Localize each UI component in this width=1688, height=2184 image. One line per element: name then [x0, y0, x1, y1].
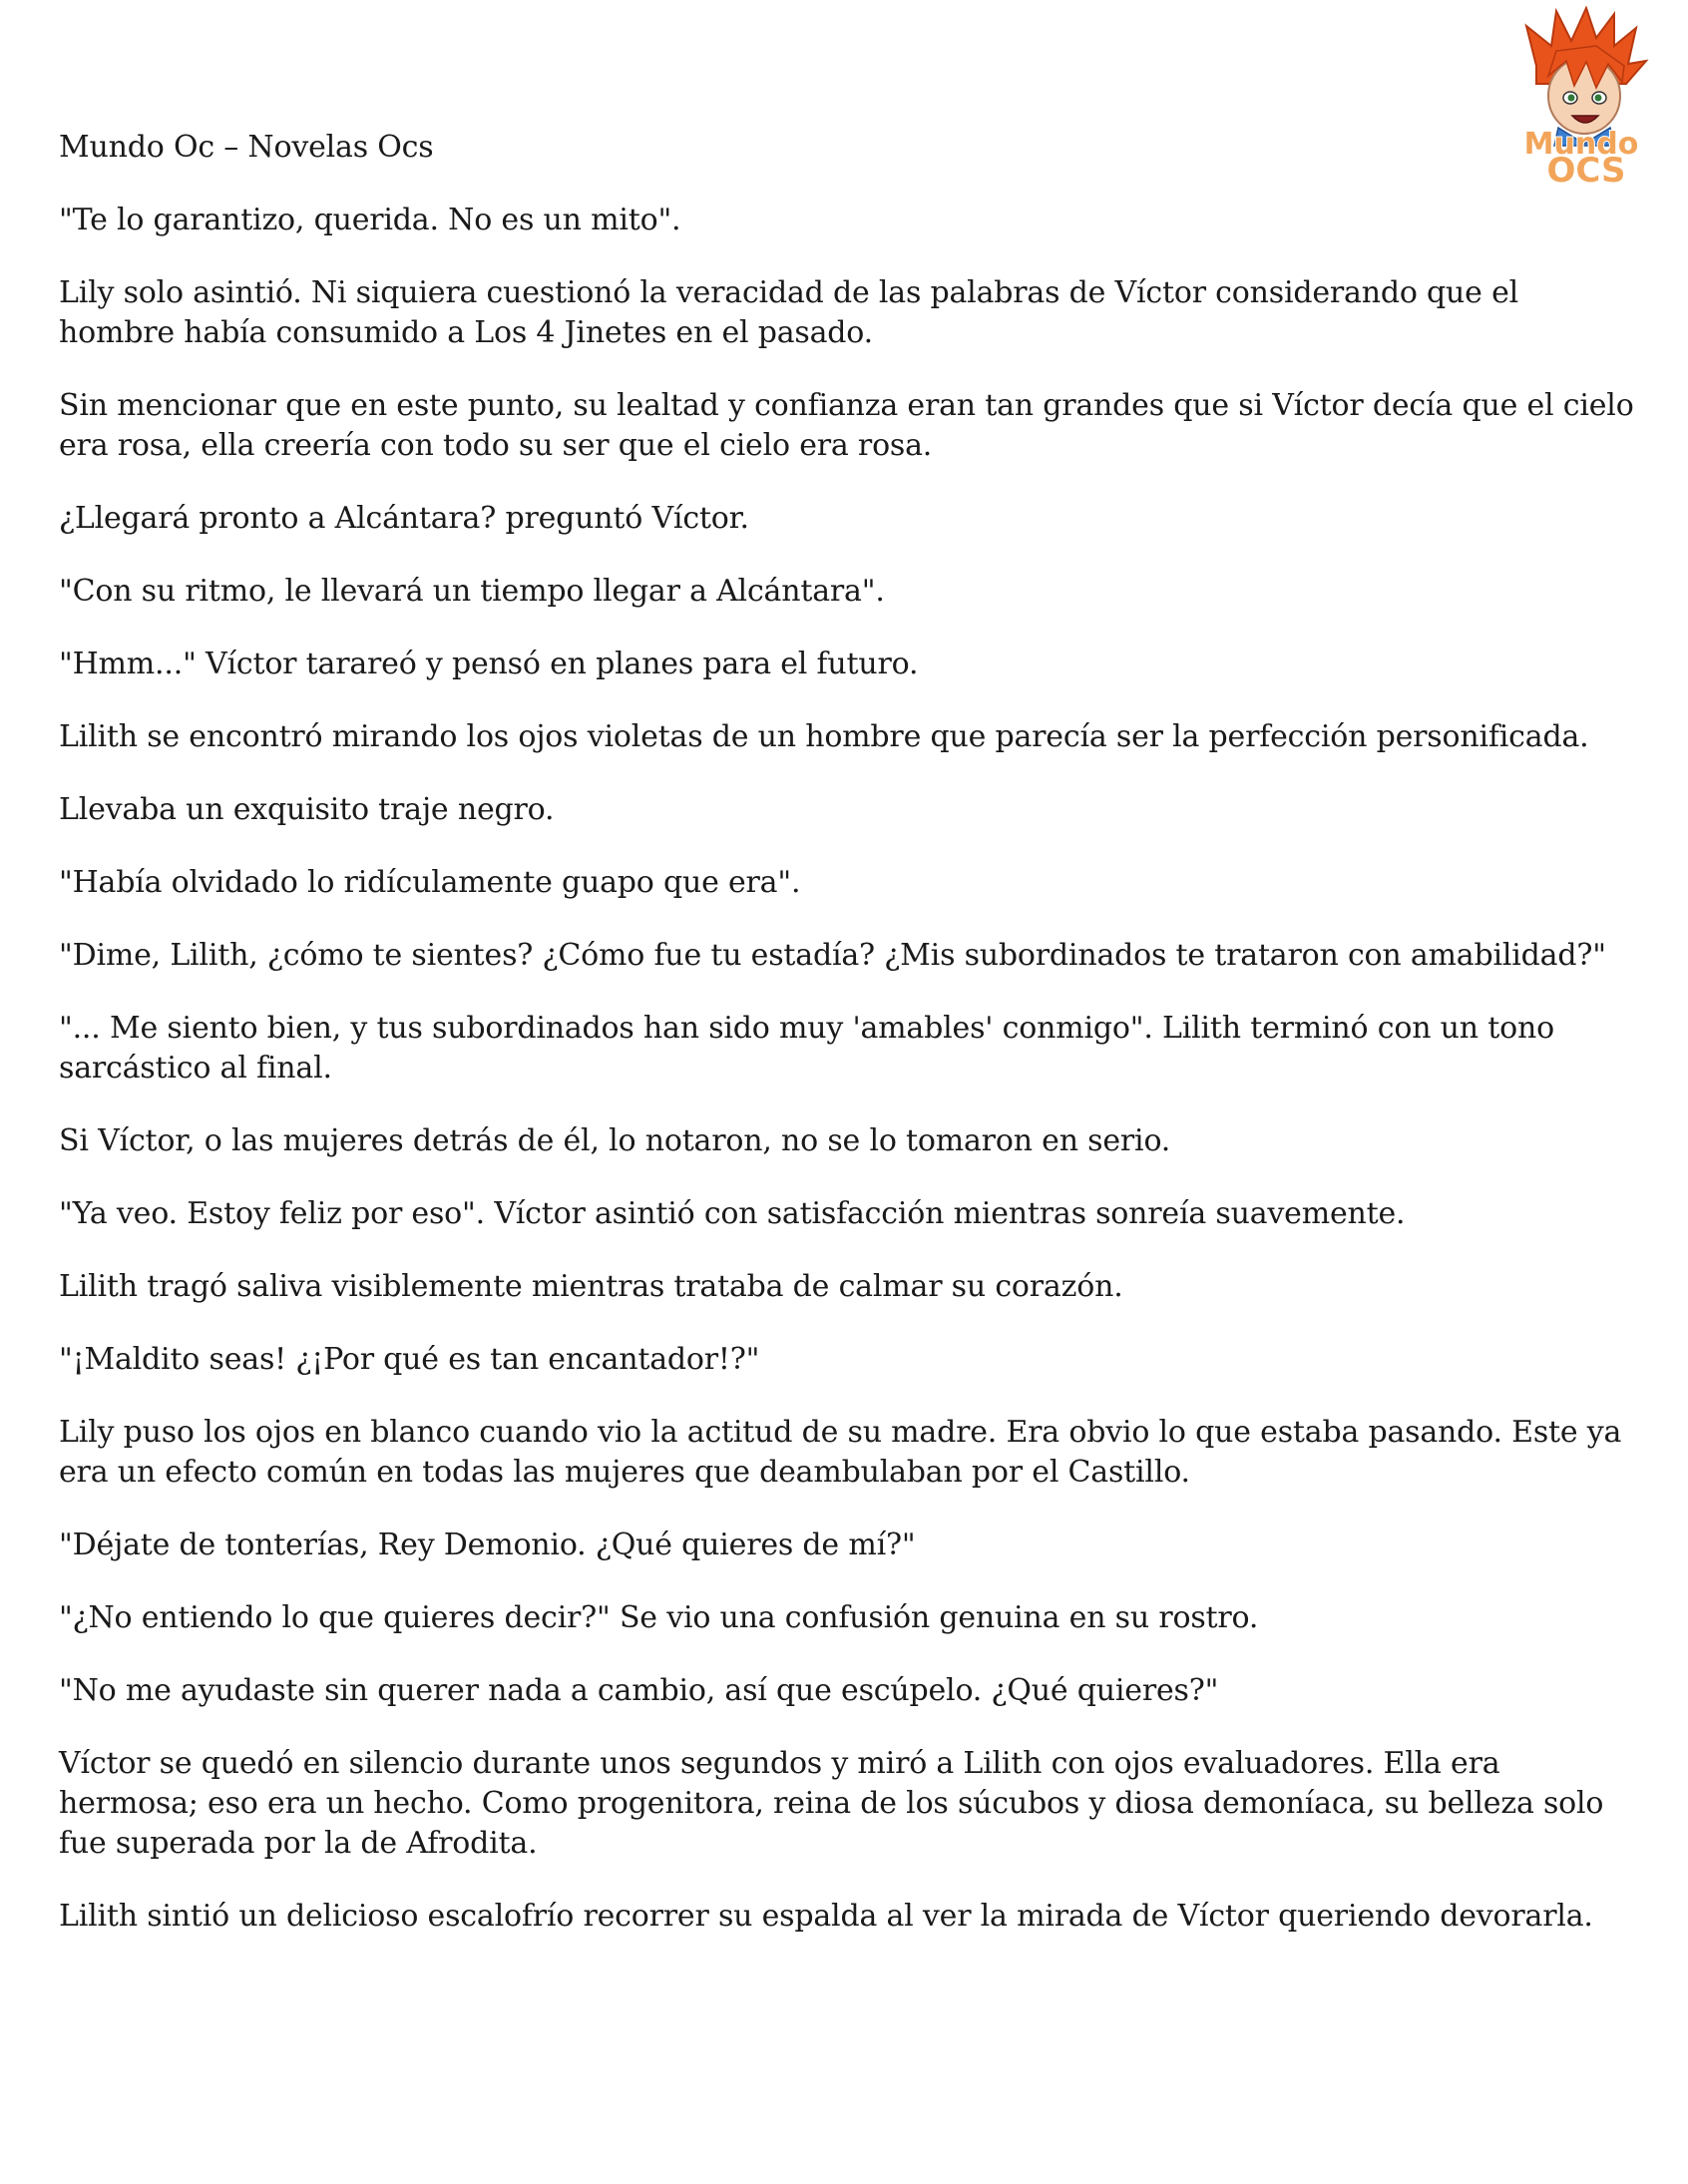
logo-text-ocs: OCS	[1546, 151, 1626, 186]
paragraph: "Hmm..." Víctor tarareó y pensó en planes para el futuro.	[59, 647, 919, 681]
paragraph: Sin mencionar que en este punto, su lealtad y confianza eran tan grandes que si Víctor decía que el cielo era rosa, ella creería con todo su ser que el cielo era rosa.	[59, 388, 1634, 463]
paragraph: "¡Maldito seas! ¿¡Por qué es tan encantador!?"	[59, 1342, 760, 1377]
document-body	[59, 128, 1635, 1969]
paragraph: "Déjate de tonterías, Rey Demonio. ¿Qué quieres de mí?"	[59, 1528, 916, 1562]
paragraph: "Con su ritmo, le llevará un tiempo llegar a Alcántara".	[59, 574, 885, 609]
paragraph: "¿No entiendo lo que quieres decir?" Se vio una confusión genuina en su rostro.	[59, 1600, 1259, 1635]
document-header: Mundo Oc – Novelas Ocs	[59, 130, 434, 165]
paragraph: "Te lo garantizo, querida. No es un mito".	[59, 203, 681, 237]
paragraph: ¿Llegará pronto a Alcántara? preguntó Víctor.	[59, 501, 749, 536]
logo-text-mundo: Mundo	[1523, 127, 1639, 162]
paragraph: Lily puso los ojos en blanco cuando vio la actitud de su madre. Era obvio lo que estaba pasando. Este ya era un efecto común en todas las mujeres que deambulaban por el Castillo.	[59, 1415, 1622, 1490]
paragraph: "Había olvidado lo ridículamente guapo que era".	[59, 865, 801, 900]
paragraph: Lilith se encontró mirando los ojos violetas de un hombre que parecía ser la perfección personificada.	[59, 719, 1589, 754]
paragraph: Lily solo asintió. Ni siquiera cuestionó la veracidad de las palabras de Víctor considerando que el hombre había consumido a Los 4 Jinetes en el pasado.	[59, 275, 1519, 350]
paragraph: "... Me siento bien, y tus subordinados han sido muy 'amables' conmigo". Lilith terminó con un tono sarcástico al final.	[59, 1011, 1554, 1086]
paragraph: Llevaba un exquisito traje negro.	[59, 792, 555, 827]
paragraph: "Dime, Lilith, ¿cómo te sientes? ¿Cómo fue tu estadía? ¿Mis subordinados te trataron con amabilidad?"	[59, 938, 1606, 973]
paragraph: Si Víctor, o las mujeres detrás de él, lo notaron, no se lo tomaron en serio.	[59, 1123, 1171, 1158]
paragraph: Víctor se quedó en silencio durante unos segundos y miró a Lilith con ojos evaluadores. Ella era hermosa; eso era un hecho. Como progenitora, reina de los súcubos y diosa demoníaca, su belleza solo fue superada por la de Afrodita.	[59, 1746, 1604, 1861]
paragraph: Lilith tragó saliva visiblemente mientras trataba de calmar su corazón.	[59, 1269, 1123, 1304]
paragraph: "Ya veo. Estoy feliz por eso". Víctor asintió con satisfacción mientras sonreía suavemente.	[59, 1196, 1406, 1231]
paragraph: "No me ayudaste sin querer nada a cambio, así que escúpelo. ¿Qué quieres?"	[59, 1673, 1219, 1708]
paragraph: Lilith sintió un delicioso escalofrío recorrer su espalda al ver la mirada de Víctor queriendo devorarla.	[59, 1899, 1593, 1934]
